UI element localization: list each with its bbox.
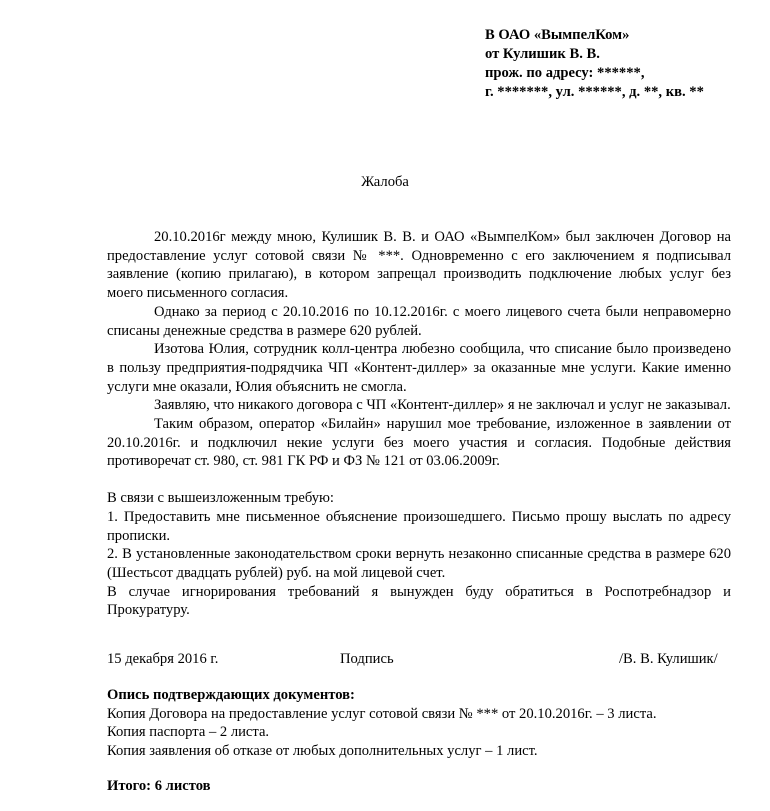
paragraph: Однако за период с 20.10.2016 по 10.12.2016г. с моего лицевого счета были неправомерно списаны денежные средства в размере 620 рублей. [107, 303, 731, 339]
complaint-body [107, 228, 731, 620]
paragraph: 20.10.2016г между мною, Кулишик В. В. и ОАО «ВымпелКом» был заключен Договор на предоставление услуг сотовой связи № ***. Одновременно с его заключением я подписывал заявление (копию прилагаю), в котором запрещал производить подключение любых услуг без моего письменного согласия. [107, 229, 731, 302]
recipient-line: В ОАО «ВымпелКом» [485, 27, 630, 43]
paragraph: Таким образом, оператор «Билайн» нарушил мое требование, изложенное в заявлении от 20.10.2016г. и подключил некие услуги без моего участия и согласия. Подобные действия противоречат ст. 980, ст. 981 ГК РФ и ФЗ № 121 от 03.06.2009г. [107, 416, 731, 470]
signature-date: 15 декабря 2016 г. [107, 651, 219, 667]
signature-label: Подпись [340, 651, 394, 667]
attachments-list [107, 686, 747, 761]
attachments-heading: Опись подтверждающих документов: [107, 687, 355, 703]
address-line: прож. по адресу: ******, [485, 65, 645, 81]
paragraph: Заявляю, что никакого договора с ЧП «Контент-диллер» я не заключал и услуг не заказывал. [154, 397, 731, 414]
document-title: Жалоба [361, 174, 409, 190]
total-pages: Итого: 6 листов [107, 778, 211, 794]
demands-warning: В случае игнорирования требований я вынужден буду обратиться в Роспотребнадзор и Прокуратуру. [107, 583, 731, 619]
attachment-item: Копия заявления об отказе от любых дополнительных услуг – 1 лист. [107, 743, 538, 760]
paragraph: Изотова Юлия, сотрудник колл-центра любезно сообщила, что списание было произведено в пользу предприятия-подрядчика ЧП «Контент-диллер» за оказанные мне услуги. Какие именно услуги мне оказали, Юлия объяснить не смогла. [107, 341, 731, 395]
recipient-block [485, 26, 704, 102]
sender-line: от Кулишик В. В. [485, 46, 600, 62]
demand-item: 2. В установленные законодательством сроки вернуть незаконно списанные средства в размере 620 (Шестьсот двадцать рублей) руб. на мой лицевой счет. [107, 546, 731, 581]
address-line-2: г. *******, ул. ******, д. **, кв. ** [485, 84, 704, 100]
demands-intro: В связи с вышеизложенным требую: [107, 490, 334, 507]
attachment-item: Копия паспорта – 2 листа. [107, 724, 270, 741]
signature-name: /В. В. Кулишик/ [619, 651, 718, 667]
demand-item: 1. Предоставить мне письменное объяснение произошедшего. Письмо прошу выслать по адресу прописки. [107, 508, 731, 544]
attachment-item: Копия Договора на предоставление услуг сотовой связи № *** от 20.10.2016г. – 3 листа. [107, 705, 657, 722]
